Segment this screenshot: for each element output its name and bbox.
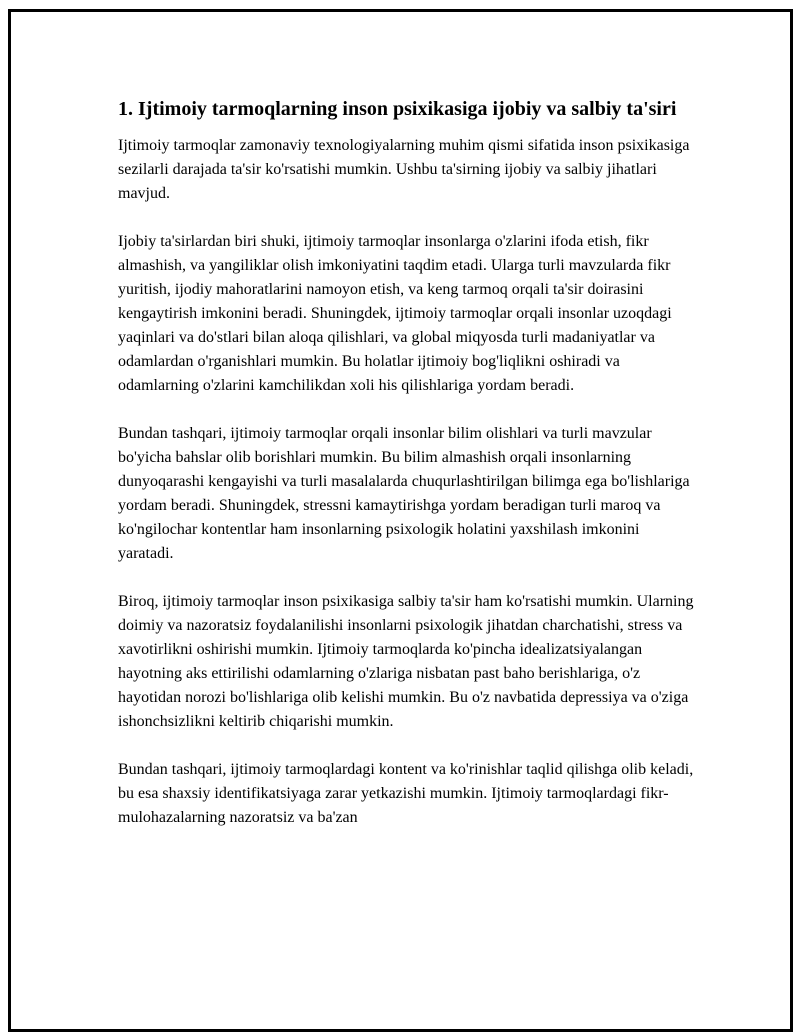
page-frame [8,9,793,1032]
paragraph-positive-effects: Ijobiy ta'sirlardan biri shuki, ijtimoiy tarmoqlar insonlarga o'zlarini ifoda etish, fikr almashish, va yangiliklar olish imkoniyatini taqdim etadi. Ularga turli mavzularda fikr yuritish, ijodiy mahoratlarini namoyon etish, va keng tarmoq orqali ta'sir doirasini kengaytirish imkonini beradi. Shuningdek, ijtimoiy tarmoqlar orqali insonlar uzoqdagi yaqinlari va do'stlari bilan aloqa qilishlari, va global miqyosda turli madaniyatlar va odamlardan o'rganishlari mumkin. Bu holatlar ijtimoiy bog'liqlikni oshiradi va odamlarning o'zlarini kamchilikdan xoli his qilishlariga yordam beradi. [118,233,672,394]
document-body [118,96,698,854]
section-heading: 1. Ijtimoiy tarmoqlarning inson psixikasiga ijobiy va salbiy ta'siri [118,98,677,120]
paragraph-imitation: Bundan tashqari, ijtimoiy tarmoqlardagi kontent va ko'rinishlar taqlid qilishga olib keladi, bu esa shaxsiy identifikatsiyaga zarar yetkazishi mumkin. Ijtimoiy tarmoqlardagi fikr-mulohazalarning nazoratsiz va ba'zan [118,761,694,826]
paragraph-intro: Ijtimoiy tarmoqlar zamonaviy texnologiyalarning muhim qismi sifatida inson psixikasiga sezilarli darajada ta'sir ko'rsatishi mumkin. Ushbu ta'sirning ijobiy va salbiy jihatlari mavjud. [118,137,690,202]
paragraph-negative-effects: Biroq, ijtimoiy tarmoqlar inson psixikasiga salbiy ta'sir ham ko'rsatishi mumkin. Ularning doimiy va nazoratsiz foydalanilishi insonlarni psixologik jihatdan charchatishi, stress va xavotirlikni oshirishi mumkin. Ijtimoiy tarmoqlarda ko'pincha idealizatsiyalangan hayotning aks ettirilishi odamlarning o'zlariga nisbatan past baho berishlariga, o'z hayotidan norozi bo'lishlariga olib kelishi mumkin. Bu o'z navbatida depressiya va o'ziga ishonchsizlikni keltirib chiqarishi mumkin. [118,593,694,730]
paragraph-knowledge-sharing: Bundan tashqari, ijtimoiy tarmoqlar orqali insonlar bilim olishlari va turli mavzular bo'yicha bahslar olib borishlari mumkin. Bu bilim almashish orqali insonlarning dunyoqarashi kengayishi va turli masalalarda chuqurlashtirilgan bilimga ega bo'lishlariga yordam beradi. Shuningdek, stressni kamaytirishga yordam beradigan turli maroq va ko'ngilochar kontentlar ham insonlarning psixologik holatini yaxshilash imkonini yaratadi. [118,425,690,562]
